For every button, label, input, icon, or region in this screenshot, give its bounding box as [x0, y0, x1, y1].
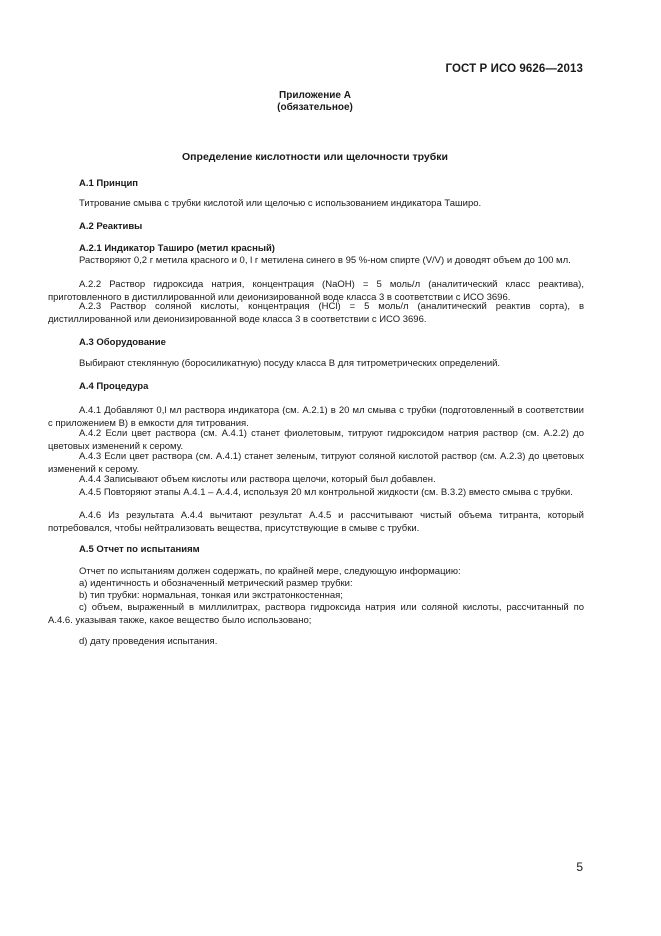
section-a5-item-a: а) идентичность и обозначенный метрический размер трубки:: [79, 578, 353, 589]
section-a3-heading: А.3 Оборудование: [79, 337, 166, 348]
section-a4-1-paragraph: А.4.1 Добавляют 0,l мл раствора индикатора (см. А.2.1) в 20 мл смыва с трубки (подготовленный в соответствии с приложением В) в емкости для титрования.: [48, 405, 584, 429]
section-a4-6-paragraph: А.4.6 Из результата А.4.4 вычитают результат А.4.5 и рассчитывают чистый объема титранта, который потребовался, чтобы нейтрализовать вещества, присутствующие в смыве с трубки.: [48, 510, 584, 534]
section-a4-2-paragraph: А.4.2 Если цвет раствора (см. А.4.1) станет фиолетовым, титруют гидроксидом натрия раствор (см. А.2.2) до цветовых изменений к серому.: [48, 428, 584, 452]
section-a5-item-d: d) дату проведения испытания.: [79, 636, 218, 647]
section-a2-2-paragraph: А.2.2 Раствор гидроксида натрия, концентрация (NaOH) = 5 моль/л (аналитический класс реактива), приготовленного в дистиллированной или деионизированной воде класса 3 в соответствии с ИСО 3696.: [48, 279, 584, 303]
section-a2-1-heading: А.2.1 Индикатор Таширо (метил красный): [79, 243, 275, 254]
section-a3-paragraph: Выбирают стеклянную (боросиликатную) посуду класса В для титрометрических определений.: [79, 358, 501, 369]
section-a1-heading: А.1 Принцип: [79, 178, 139, 189]
section-a2-1-paragraph: Растворяют 0,2 г метила красного и 0, l г метилена синего в 95 %-ном спирте (V/V) и доводят объем до 100 мл.: [79, 255, 571, 266]
section-a4-4-paragraph: А.4.4 Записывают объем кислоты или раствора щелочи, который был добавлен.: [79, 474, 436, 485]
section-a4-3-paragraph: А.4.3 Если цвет раствора (см. А.4.1) станет зеленым, титруют соляной кислотой раствор (см. А.2.3) до цветовых изменений к серому.: [48, 451, 584, 475]
annex-status: (обязательное): [277, 102, 353, 113]
section-a2-3-paragraph: А.2.3 Раствор соляной кислоты, концентрация (HCl) = 5 моль/л (аналитический реактив сорта), в дистиллированной или деионизированной воде класса 3 в соответствии с ИСО 3696.: [48, 301, 584, 325]
section-a2-heading: А.2 Реактивы: [79, 221, 143, 232]
section-a5-paragraph: Отчет по испытаниям должен содержать, по крайней мере, следующую информацию:: [79, 566, 461, 577]
section-a5-item-c: с) объем, выраженный в миллилитрах, раствора гидроксида натрия или соляной кислоты, рассчитанный по А.4.6. указывая также, какое вещество было использовано;: [48, 602, 584, 626]
section-a5-heading: А.5 Отчет по испытаниям: [79, 544, 200, 555]
section-a5-item-b: b) тип трубки: нормальная, тонкая или экстратонкостенная;: [79, 590, 343, 601]
standard-designation: ГОСТ Р ИСО 9626—2013: [445, 63, 583, 75]
document-title: Определение кислотности или щелочности трубки: [182, 151, 448, 163]
section-a1-paragraph: Титрование смыва с трубки кислотой или щелочью с использованием индикатора Таширо.: [79, 198, 482, 209]
annex-title: Приложение А: [279, 90, 351, 101]
section-a4-5-paragraph: А.4.5 Повторяют этапы А.4.1 – А.4.4, используя 20 мл контрольной жидкости (см. В.3.2) вместо смыва с трубки.: [79, 487, 573, 498]
page-number: 5: [576, 860, 583, 874]
section-a4-heading: А.4 Процедура: [79, 381, 149, 392]
